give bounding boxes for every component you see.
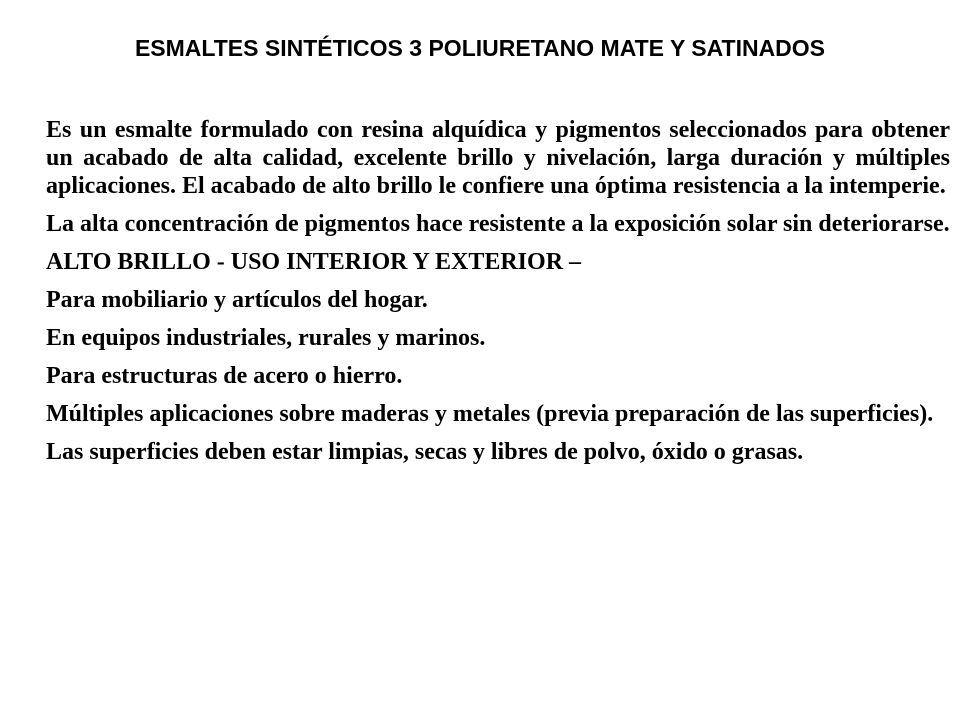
paragraph-equipment: En equipos industriales, rurales y marinos.: [46, 325, 486, 351]
paragraph-usage-heading: ALTO BRILLO - USO INTERIOR Y EXTERIOR –: [46, 249, 582, 275]
paragraph-pigments: La alta concentración de pigmentos hace resistente a la exposición solar sin deteriorarse.: [46, 211, 950, 237]
paragraph-furniture: Para mobiliario y artículos del hogar.: [46, 287, 428, 313]
paragraph-structures: Para estructuras de acero o hierro.: [46, 363, 403, 389]
paragraph-surfaces: Las superficies deben estar limpias, secas y libres de polvo, óxido o grasas.: [46, 439, 804, 465]
paragraph-applications: Múltiples aplicaciones sobre maderas y metales (previa preparación de las superficies).: [46, 401, 934, 427]
slide-body: [46, 116, 950, 476]
slide-title: ESMALTES SINTÉTICOS 3 POLIURETANO MATE Y SATINADOS: [134, 35, 826, 61]
paragraph-description: Es un esmalte formulado con resina alquídica y pigmentos seleccionados para obtener un acabado de alta calidad, excelente brillo y nivelación, larga duración y múltiples aplicaciones. El acabado de alto brillo le confiere una óptima resistencia a la intemperie.: [46, 117, 950, 199]
